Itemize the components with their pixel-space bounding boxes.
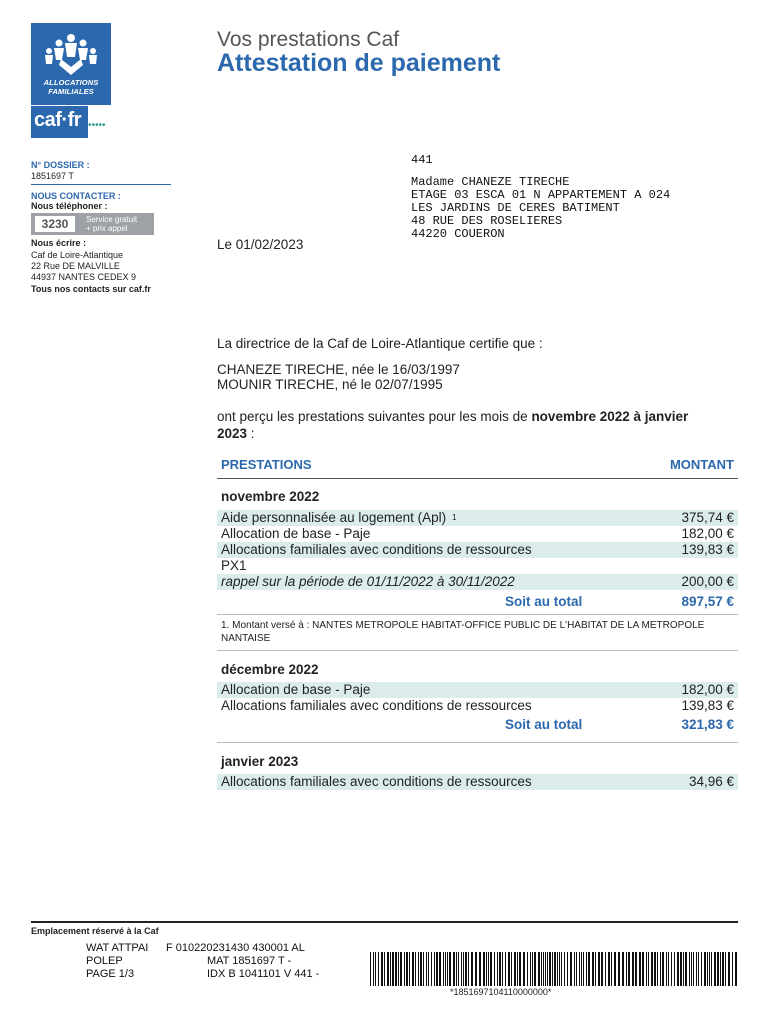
barcode-bar <box>461 952 462 986</box>
barcode-bar <box>395 952 397 986</box>
barcode-bar <box>549 952 551 986</box>
col-prestations: PRESTATIONS <box>221 457 312 472</box>
table-row <box>217 774 738 790</box>
phone-box <box>31 213 154 235</box>
barcode-bar <box>463 952 464 986</box>
address-line: 22 Rue DE MALVILLE <box>31 261 120 271</box>
divider <box>217 650 738 651</box>
barcode-bar <box>626 952 627 986</box>
row-amount: 182,00 € <box>681 526 734 541</box>
barcode-bar <box>557 952 558 986</box>
barcode-bar <box>554 952 556 986</box>
barcode-bar <box>701 952 702 986</box>
barcode-bar <box>426 952 427 986</box>
recipient-line: 44220 COUERON <box>411 227 505 241</box>
table-row <box>217 526 738 542</box>
row-label: rappel sur la période de 01/11/2022 à 30/11/2022 <box>221 574 515 589</box>
barcode-bar <box>559 952 560 986</box>
barcode-bar <box>698 952 699 986</box>
phone-service-1: Service gratuit <box>86 215 138 224</box>
barcode-bar <box>666 952 667 986</box>
barcode-bar <box>384 952 385 986</box>
recipient-line: Madame CHANEZE TIRECHE <box>411 175 570 189</box>
barcode-bar <box>689 952 690 986</box>
barcode-bar <box>428 952 429 986</box>
barcode-bar <box>552 952 553 986</box>
barcode-bar <box>618 952 620 986</box>
barcode-bar <box>465 952 467 986</box>
barcode-bar <box>608 952 610 986</box>
table-row <box>217 698 738 714</box>
barcode-bar <box>735 952 737 986</box>
month-title: novembre 2022 <box>221 489 320 504</box>
footer-code: F 010220231430 430001 AL <box>166 942 305 954</box>
contact-label: NOUS CONTACTER : <box>31 191 121 201</box>
barcode-bar <box>728 952 730 986</box>
barcode-bar <box>523 952 525 986</box>
table-row <box>217 558 738 574</box>
barcode-bar <box>707 952 708 986</box>
row-amount: 200,00 € <box>681 574 734 589</box>
month-title: décembre 2022 <box>221 662 319 677</box>
barcode-bar <box>418 952 419 986</box>
barcode-bar <box>415 952 416 986</box>
all-contacts-link[interactable]: Tous nos contacts sur caf.fr <box>31 284 151 294</box>
dossier-value: 1851697 T <box>31 171 74 181</box>
barcode-bar <box>598 952 600 986</box>
footer-code: WAT ATTPAI <box>86 942 149 954</box>
barcode-bar <box>541 952 542 986</box>
barcode-bar <box>502 952 503 986</box>
barcode-bar <box>423 952 424 986</box>
barcode-bar <box>674 952 675 986</box>
barcode-bar <box>691 952 692 986</box>
footnote: 1. Montant versé à : NANTES METROPOLE HABITAT-OFFICE PUBLIC DE L'HABITAT DE LA METROPOLE NANTAISE <box>221 620 705 644</box>
recipient-line: LES JARDINS DE CERES BATIMENT <box>411 201 620 215</box>
barcode-bar <box>660 952 661 986</box>
barcode-bar <box>654 952 656 986</box>
barcode-bar <box>601 952 603 986</box>
barcode-bar <box>581 952 582 986</box>
barcode-bar <box>586 952 587 986</box>
row-label: Allocations familiales avec conditions de ressources <box>221 698 532 713</box>
row-label: PX1 <box>221 558 247 573</box>
period-prefix: ont perçu les prestations suivantes pour les mois de <box>217 409 528 424</box>
row-amount: 375,74 € <box>681 510 734 525</box>
row-label: Allocations familiales avec conditions de ressources <box>221 774 532 789</box>
barcode-bar <box>592 952 594 986</box>
barcode-bar <box>693 952 694 986</box>
caf-fr-logo <box>31 106 88 138</box>
barcode-bar <box>561 952 562 986</box>
page-title: Attestation de paiement <box>217 49 501 77</box>
month-title: janvier 2023 <box>221 754 299 769</box>
barcode-bar <box>479 952 481 986</box>
barcode-bar <box>583 952 584 986</box>
footer-divider <box>31 921 738 923</box>
barcode-bar <box>530 952 531 986</box>
barcode-bar <box>668 952 669 986</box>
row-label: Aide personnalisée au logement (Apl) <box>221 510 447 525</box>
barcode-bar <box>412 952 414 986</box>
barcode-bar <box>639 952 641 986</box>
barcode-bar <box>564 952 565 986</box>
barcode-bar <box>646 952 647 986</box>
barcode-bar <box>532 952 533 986</box>
write-label: Nous écrire : <box>31 238 87 248</box>
caf-logo <box>31 23 111 105</box>
barcode-bar <box>611 952 612 986</box>
barcode-bar <box>517 952 518 986</box>
row-label: Allocations familiales avec conditions de ressources <box>221 542 532 557</box>
table-row <box>217 542 738 558</box>
barcode-bar <box>434 952 435 986</box>
barcode-bar <box>483 952 485 986</box>
barcode-bar <box>404 952 405 986</box>
barcode-bar <box>720 952 721 986</box>
barcode-bar <box>677 952 679 986</box>
footer-code: POLEP <box>86 955 123 967</box>
barcode-bar <box>538 952 540 986</box>
barcode-bar <box>370 952 371 986</box>
address-line: 44937 NANTES CEDEX 9 <box>31 272 137 282</box>
barcode-bar <box>567 952 568 986</box>
barcode-bar <box>494 952 495 986</box>
barcode-bar <box>488 952 489 986</box>
barcode-bar <box>436 952 438 986</box>
barcode-bar <box>711 952 712 986</box>
barcode-bar <box>400 952 402 986</box>
row-label: Allocation de base - Paje <box>221 682 371 697</box>
barcode-bar <box>499 952 501 986</box>
beneficiary-2: MOUNIR TIRECHE, né le 02/07/1995 <box>217 377 443 392</box>
row-amount: 34,96 € <box>688 774 734 789</box>
barcode-bar <box>648 952 649 986</box>
barcode-bar <box>527 952 528 986</box>
logo-brand: caf·fr <box>34 109 82 131</box>
barcode-bar <box>519 952 521 986</box>
row-amount: 139,83 € <box>681 698 734 713</box>
row-label: Allocation de base - Paje <box>221 526 371 541</box>
barcode-bar <box>468 952 469 986</box>
barcode-bar <box>475 952 477 986</box>
barcode-bar <box>709 952 710 986</box>
phone-label: Nous téléphoner : <box>31 201 108 211</box>
phone-service-2: + prix appel <box>86 224 128 233</box>
col-montant: MONTANT <box>669 457 734 472</box>
logo-line2: FAMILIALES <box>48 87 94 96</box>
barcode-bar <box>447 952 448 986</box>
barcode-bar <box>392 952 394 986</box>
period-text <box>217 408 738 442</box>
divider <box>217 742 738 743</box>
barcode-bar <box>373 952 374 986</box>
barcode-bar <box>614 952 616 986</box>
barcode-bar <box>717 952 719 986</box>
barcode-bar <box>732 952 733 986</box>
barcode-bar <box>696 952 697 986</box>
barcode-bar <box>545 952 546 986</box>
barcode-bar <box>680 952 682 986</box>
barcode-bar <box>471 952 473 986</box>
footer-code: PAGE 1/3 <box>86 968 135 980</box>
footnote-ref: 1 <box>452 513 457 522</box>
barcode-bar <box>505 952 506 986</box>
period-value-b: 2023 <box>217 426 248 441</box>
row-amount: 139,83 € <box>681 542 734 557</box>
period-value-a: novembre 2022 à janvier <box>531 409 689 424</box>
table-row <box>217 574 738 590</box>
barcode-bar <box>490 952 492 986</box>
barcode-bar <box>431 952 432 986</box>
barcode-bar <box>458 952 459 986</box>
header-divider <box>217 478 738 479</box>
barcode-bar <box>514 952 516 986</box>
barcode-bar <box>453 952 455 986</box>
total-amount: 321,83 € <box>681 717 734 732</box>
barcode-bar <box>722 952 724 986</box>
logo-line1: ALLOCATIONS <box>43 78 99 87</box>
barcode-bar <box>714 952 716 986</box>
barcode-bar <box>657 952 658 986</box>
period-suffix: : <box>247 426 255 441</box>
barcode-bar <box>622 952 624 986</box>
barcode-bar <box>443 952 444 986</box>
barcode-bar <box>704 952 706 986</box>
barcode-bar <box>445 952 446 986</box>
total-label: Soit au total <box>505 594 583 609</box>
barcode-bar <box>378 952 379 986</box>
table-row <box>217 510 738 526</box>
divider <box>217 614 738 615</box>
recipient-line: ETAGE 03 ESCA 01 N APPARTEMENT A 024 <box>411 188 671 202</box>
barcode-bar <box>387 952 389 986</box>
total-amount: 897,57 € <box>681 594 734 609</box>
barcode-bar <box>439 952 441 986</box>
barcode-bar <box>406 952 408 986</box>
barcode-bar <box>605 952 606 986</box>
beneficiary-1: CHANEZE TIRECHE, née le 16/03/1997 <box>217 362 460 377</box>
divider <box>31 184 171 185</box>
barcode-bar <box>420 952 422 986</box>
barcode-bar <box>683 952 684 986</box>
barcode-bar <box>579 952 580 986</box>
barcode-bar <box>635 952 637 986</box>
barcode-bar <box>511 952 512 986</box>
barcode-bar <box>595 952 596 986</box>
barcode-text: *1851697104110000000* <box>450 987 552 997</box>
barcode-bar <box>449 952 451 986</box>
barcode-bar <box>390 952 391 986</box>
table-row <box>217 682 738 698</box>
document-date: Le 01/02/2023 <box>217 237 304 252</box>
barcode-bar <box>486 952 487 986</box>
barcode-bar <box>398 952 399 986</box>
barcode <box>370 952 738 986</box>
footer-reserved: Emplacement réservé à la Caf <box>31 926 159 936</box>
phone-number: 3230 <box>35 216 75 232</box>
logo-dots: ••••• <box>88 120 106 131</box>
barcode-bar <box>588 952 590 986</box>
barcode-bar <box>574 952 575 986</box>
barcode-bar <box>547 952 548 986</box>
barcode-bar <box>651 952 653 986</box>
barcode-bar <box>632 952 634 986</box>
barcode-bar <box>671 952 672 986</box>
barcode-bar <box>534 952 536 986</box>
row-amount: 182,00 € <box>681 682 734 697</box>
barcode-bar <box>508 952 510 986</box>
barcode-bar <box>725 952 726 986</box>
barcode-bar <box>456 952 457 986</box>
barcode-bar <box>497 952 498 986</box>
page-subtitle: Vos prestations Caf <box>217 28 400 51</box>
barcode-bar <box>685 952 687 986</box>
barcode-bar <box>409 952 410 986</box>
barcode-bar <box>628 952 630 986</box>
total-label: Soit au total <box>505 717 583 732</box>
barcode-bar <box>543 952 544 986</box>
dossier-label: N° DOSSIER : <box>31 160 90 170</box>
certify-text: La directrice de la Caf de Loire-Atlantique certifie que : <box>217 336 543 351</box>
barcode-bar <box>375 952 376 986</box>
barcode-bar <box>570 952 572 986</box>
barcode-bar <box>662 952 664 986</box>
recipient-code: 441 <box>411 153 433 167</box>
barcode-bar <box>381 952 383 986</box>
footer-code: MAT 1851697 T - <box>207 955 292 967</box>
barcode-bar <box>642 952 644 986</box>
barcode-bar <box>576 952 577 986</box>
address-line: Caf de Loire-Atlantique <box>31 250 124 260</box>
footer-code: IDX B 1041101 V 441 - <box>207 968 320 980</box>
recipient-line: 48 RUE DES ROSELIERES <box>411 214 563 228</box>
